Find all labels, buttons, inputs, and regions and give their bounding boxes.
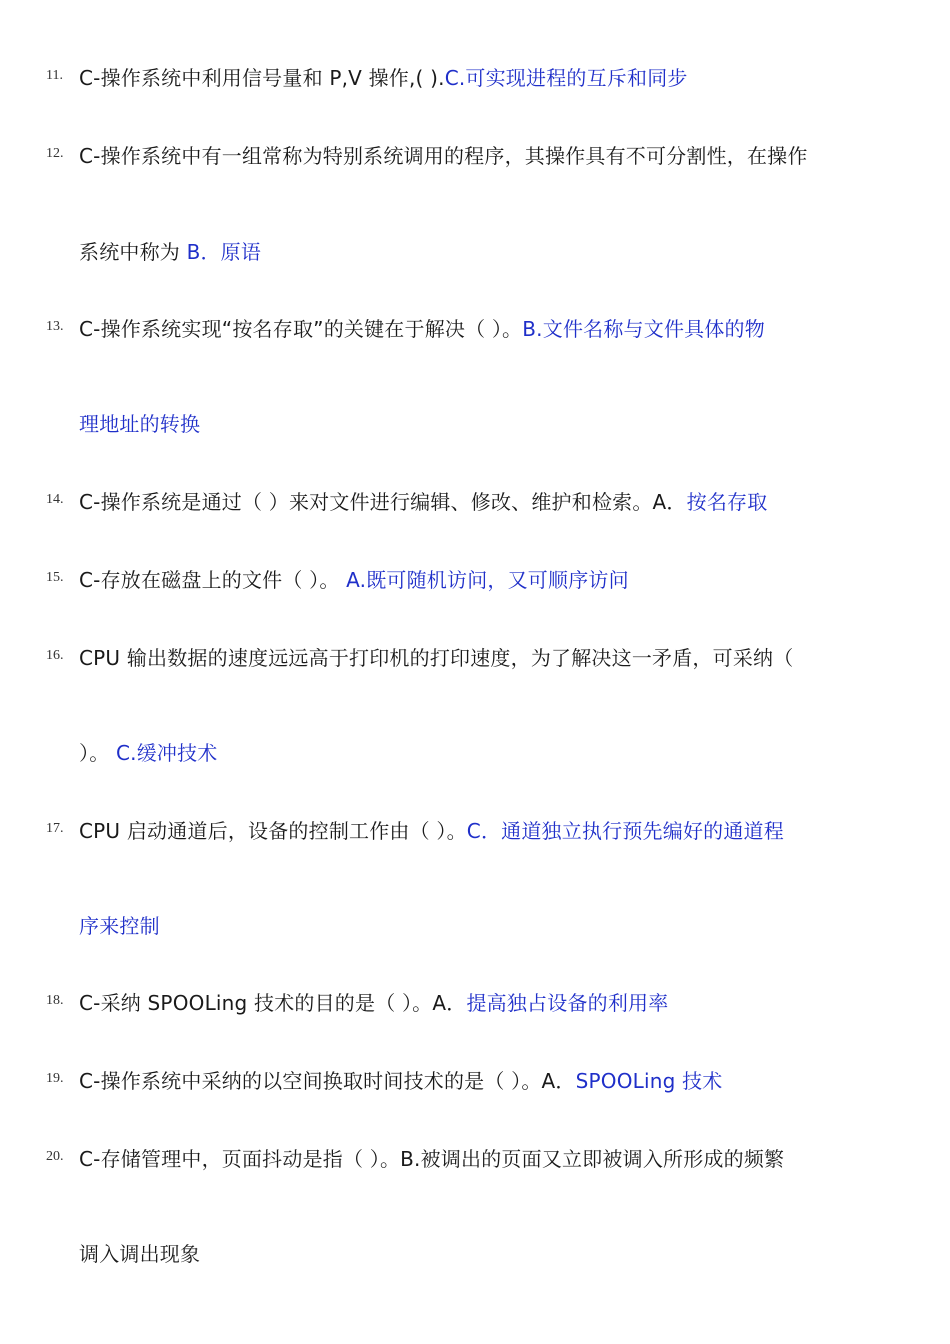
question-line-2 bbox=[79, 408, 200, 437]
question-line-1 bbox=[79, 564, 629, 593]
answer-text: C.缓冲技术 bbox=[115, 741, 218, 765]
answer-text: C.可实现进程的互斥和同步 bbox=[444, 66, 688, 90]
question-line-1 bbox=[79, 642, 793, 671]
answer-text: SPOOLing 技术 bbox=[575, 1069, 723, 1093]
question-text: CPU 启动通道后，设备的控制工作由（ ）。 bbox=[79, 819, 467, 843]
question-line-1 bbox=[79, 987, 668, 1016]
question-line-1 bbox=[79, 313, 765, 342]
question-line-1 bbox=[79, 140, 808, 169]
answer-text: A.既可随机访问，又可顺序访问 bbox=[346, 568, 629, 592]
question-number: 17. bbox=[46, 821, 64, 836]
question-text: C-操作系统是通过（ ）来对文件进行编辑、修改、维护和检索。A． bbox=[79, 490, 687, 514]
question-text: C-存储管理中，页面抖动是指（ ）。B.被调出的页面又立即被调入所形成的频繁 bbox=[79, 1147, 785, 1171]
answer-text-continued: 序来控制 bbox=[79, 914, 160, 938]
answer-text: C．通道独立执行预先编好的通道程 bbox=[466, 819, 784, 843]
question-line-1 bbox=[79, 815, 784, 844]
question-line-2 bbox=[79, 737, 218, 766]
question-line-1 bbox=[79, 486, 767, 515]
answer-text: 提高独占设备的利用率 bbox=[466, 991, 669, 1015]
question-text: C-采纳 SPOOLing 技术的目的是（ ）。A． bbox=[79, 991, 467, 1015]
answer-text: 按名存取 bbox=[686, 490, 768, 514]
question-number: 15. bbox=[46, 570, 64, 585]
question-line-1 bbox=[79, 1065, 723, 1094]
question-text-continued: 调入调出现象 bbox=[79, 1242, 201, 1266]
question-number: 16. bbox=[46, 648, 64, 663]
question-number: 18. bbox=[46, 993, 64, 1008]
question-number: 20. bbox=[46, 1149, 64, 1164]
answer-text-continued: 理地址的转换 bbox=[79, 412, 201, 436]
question-text: C-操作系统中采纳的以空间换取时间技术的是（ ）。A． bbox=[79, 1069, 576, 1093]
question-number: 14. bbox=[46, 492, 64, 507]
answer-text: B.文件名称与文件具体的物 bbox=[522, 317, 765, 341]
question-text: CPU 输出数据的速度远远高于打印机的打印速度，为了解决这一矛盾，可采纳（ bbox=[79, 646, 794, 670]
question-number: 12. bbox=[46, 146, 64, 161]
question-text: C-操作系统实现“按名存取”的关键在于解决（ ）。 bbox=[79, 317, 523, 341]
question-text: C-操作系统中有一组常称为特别系统调用的程序，其操作具有不可分割性，在操作 bbox=[79, 144, 808, 168]
question-text-continued: ）。 bbox=[79, 741, 116, 765]
question-text: C-存放在磁盘上的文件（ ）。 bbox=[79, 568, 347, 592]
question-number: 19. bbox=[46, 1071, 64, 1086]
question-line-1 bbox=[79, 62, 688, 91]
question-line-2 bbox=[79, 1238, 200, 1267]
question-number: 13. bbox=[46, 319, 64, 334]
question-number: 11. bbox=[46, 68, 63, 83]
question-line-2 bbox=[79, 910, 160, 939]
question-line-2 bbox=[79, 236, 261, 265]
question-text-continued: 系统中称为 bbox=[79, 240, 187, 264]
question-line-1 bbox=[79, 1143, 784, 1172]
question-text: C-操作系统中利用信号量和 P,V 操作,( ). bbox=[79, 66, 445, 90]
answer-text: B．原语 bbox=[186, 240, 262, 264]
